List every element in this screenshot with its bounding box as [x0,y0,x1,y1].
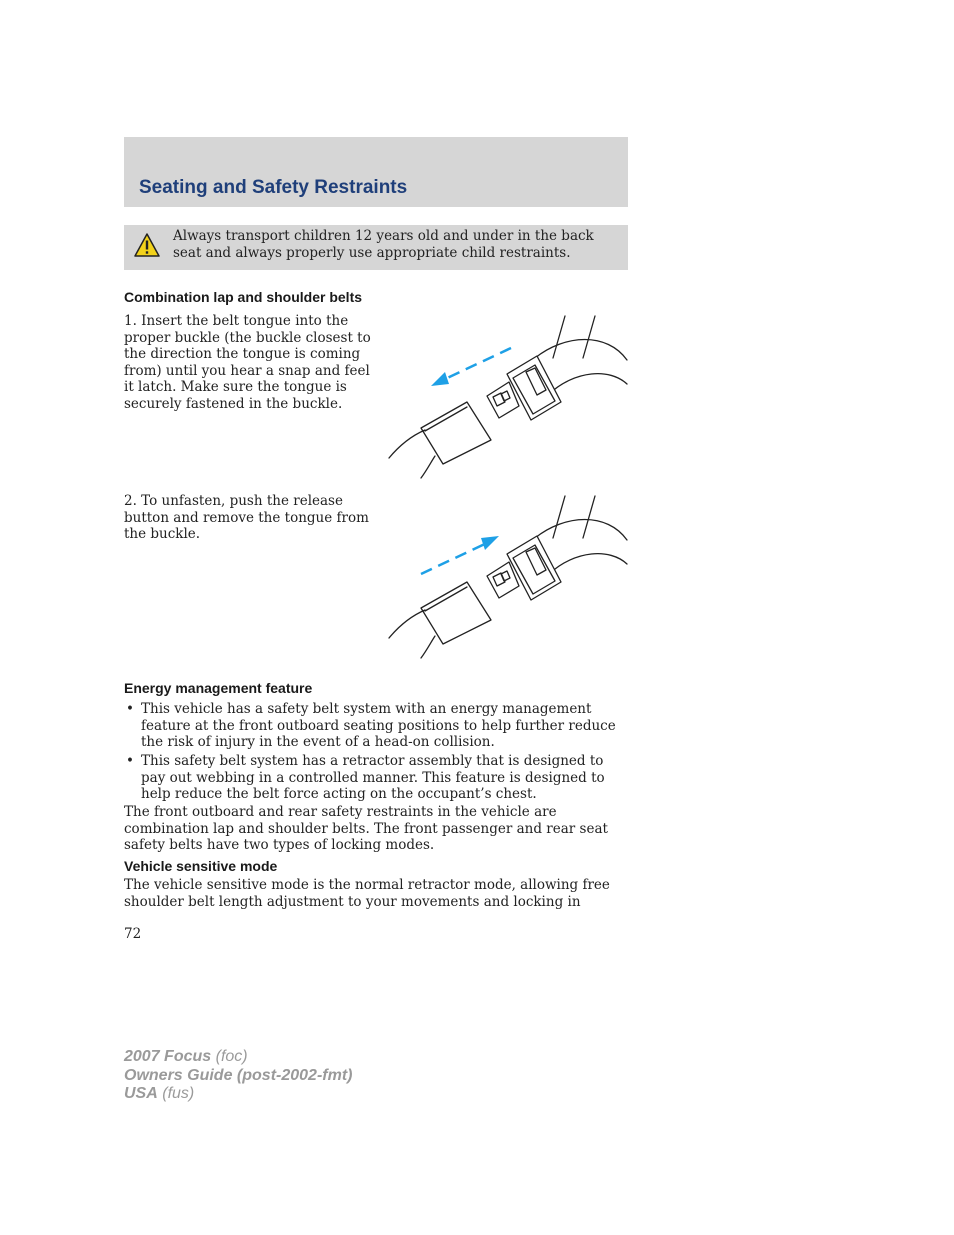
footer-market: USA [124,1085,158,1102]
warning-triangle-icon [134,232,160,258]
warning-text: Always transport children 12 years old and under in the back seat and always properly use appropriate child restraints. [173,228,594,261]
page-number: 72 [124,926,142,942]
locking-modes-paragraph: The front outboard and rear safety restraints in the vehicle are combination lap and shoulder belts. The front passenger and rear seat safety belts have two types of locking modes. [124,804,608,853]
belt-unfasten-illustration [385,492,630,662]
warning-box [124,225,628,270]
footer-market-code: (fus) [162,1085,195,1102]
heading-vehicle-sensitive: Vehicle sensitive mode [124,858,278,874]
document-footer [124,1048,352,1104]
bullet-item: • This vehicle has a safety belt system with an energy management feature at the front outboard seating positions to help further reduce the risk of injury in the event of a head-on collision. [126,701,616,750]
footer-model: 2007 Focus [124,1048,212,1065]
heading-combination-belts: Combination lap and shoulder belts [124,289,363,305]
heading-energy-management: Energy management feature [124,680,313,696]
section-title: Seating and Safety Restraints [139,177,408,198]
step1-text: 1. Insert the belt tongue into the proper buckle (the buckle closest to the direction the tongue is coming from) until you hear a snap and feel it latch. Make sure the tongue is securely fastened in the buckle. [124,313,371,412]
vehicle-sensitive-paragraph: The vehicle sensitive mode is the normal retractor mode, allowing free shoulder belt length adjustment to your movements and locking in [124,877,610,910]
footer-guide: Owners Guide (post-2002-fmt) [124,1066,353,1084]
belt-fasten-illustration [385,312,630,482]
step2-text: 2. To unfasten, push the release button and remove the tongue from the buckle. [124,493,369,542]
bullet-item: • This safety belt system has a retractor assembly that is designed to pay out webbing in a controlled manner. This feature is designed to help reduce the belt force acting on the occupant’s chest. [126,753,605,802]
section-header-band [124,137,628,207]
footer-model-code: (foc) [215,1048,248,1065]
